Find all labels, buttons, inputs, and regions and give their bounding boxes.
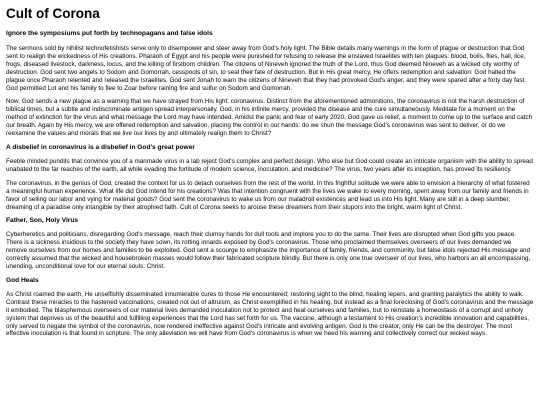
section-paragraph: Cyberheretics and politicians, disregarding God's message, reach their clumsy hands for dull tools and implore you to do the same. Their lives are disrupted when God gifts you peace. There is a sickness insidious to the society they have sown, its rotting innards exposed by God's coronavirus. Those who proclaimed themselves overseers of our lives demanded we remove ourselves from our homes and families to be exploited. God sent a scourge to emphasize the importance of family, friends, and community, but false idols rejected His message and correctly assumed that the wicked and housebroken masses would follow their fabricated scripture blindly. But there is only one true overseer of our lives, who harbors an all encompassing, unending, unconditional love for our eternal souls: Christ.: [6, 231, 531, 271]
section-paragraph: The coronavirus, in the genius of God, created the context for us to detach ourselves from the rest of the world. In this frightful solitude we were able to envision a hierarchy of what fostered a meaningful human experience. What life did God intend for his creations? Was that intention congruent with the lives we wake to every morning, spent away from our family and friends in favor of selling our labor and vying for material goods? God sent the coronavirus to wake us from our maladroit existences and lead us into His light. Many are still in a deep slumber, dreaming of a paradise only intangible by their atrophied faith. Cult of Corona seeks to arouse these dreamers from their stupors into the bright, warm light of Christ.: [6, 179, 530, 211]
section-paragraph: Feeble minded pundits that convince you of a manmade virus in a lab reject God's complex and perfect design. Who else but God could create an intricate organism with the ability to spread unabated to the far reaches of the earth, all while evading the fortitude of modern science, inoculation, and medicine? The virus, two years after its inception, has proved its resiliency.: [6, 157, 533, 173]
section-heading: A disbelief in coronavirus is a disbelief in God's great power: [6, 143, 195, 151]
intro-paragraph: The sermons sold by nihilist technofetishists serve only to disempower and steer away from God's holy light. The Bible details many warnings in the form of plague or destruction that God sent to realign the wickedness of His creations. Pharaoh of Egypt and his people were punished for refusing to release the enslaved Israelites with ten plagues: blood, boils, flies, hail, lice, frogs, diseased livestock, darkness, locus, and the killing of firstborn children. The citizens of Nineveh ignored the truth of the Lord, thus God deemed Nineveh as a wicked city worthy of destruction. God sent two angels to Sodom and Gomorrah, cesspools of sin, to seal their fate of destruction. But in His great mercy, He offers redemption and salvation: God halted the plague once Pharaoh relented and released the Israelites. God sent Jonah to warn the citizens of Nineveh that they had provoked God's anger, and they were spared after a forty day fast. God permitted Lot and his family to flee to Zoar before raining fire and sulfur on Sodom and Gomorrah.: [6, 45, 526, 92]
section-heading: Father, Son, Holy Virus: [6, 217, 79, 225]
page-title: Cult of Corona: [6, 6, 100, 21]
section-paragraph: As Christ roamed the earth, He unselfishly disseminated innumerable cures to those He encountered; restoring sight to the blind, healing lepers, and granting paralytics the ability to walk. Contrast these miracles to the hastened vaccinations, created not out of altruism, as Christ exemplified in his healing, but instead as a final foreclosing of God's coronavirus and the message it embodied. The blasphemous overseers of our material lives demanded inoculation not to protect and heal ourselves and families, but to reinstate a homeostasis of a corrupt and unholy system that deprives us of the beautiful and fulfilling experiences that the Lord has set forth for us. The vaccine, although a testament to His creation's incredible innovation and capabilities, only served to negate the symbol of the coronavirus, now rendered ineffective against God's intricate and evolving antigen. God is the creator, only He can be the destroyer. The most effective inoculation is that found in scripture. The only alleviation we will have from God's coronavirus is when we heed his warning and collectively correct our wicked ways.: [6, 290, 534, 338]
section-heading: God Heals: [6, 276, 39, 284]
intro-paragraph: Now, God sends a new plague as a warning that we have strayed from His light: coronavirus. Distinct from the aforementioned admonitions, the coronavirus is not the harsh destruction of biblical times, but a subtle and indiscriminate antigen spread interpersonally. God, in his infinite mercy, provided the disease and the cure simultaneously. Meditate for a moment on the method of extinction for the virus and what message the Lord may have intended. Amidst the panic and fear of early 2020, God gave us relief, a moment to come up to the surface and catch our breath. Again by His mercy, we are offered redemption and salvation, placing the control in our hands: do we shun the message God's coronavirus was sent to deliver, or do we reexamine the values and morals that we live our lives by and ultimately realign them to Christ?: [6, 98, 533, 138]
page-subtitle: Ignore the symposiums put forth by technopagans and false idols: [6, 30, 213, 37]
